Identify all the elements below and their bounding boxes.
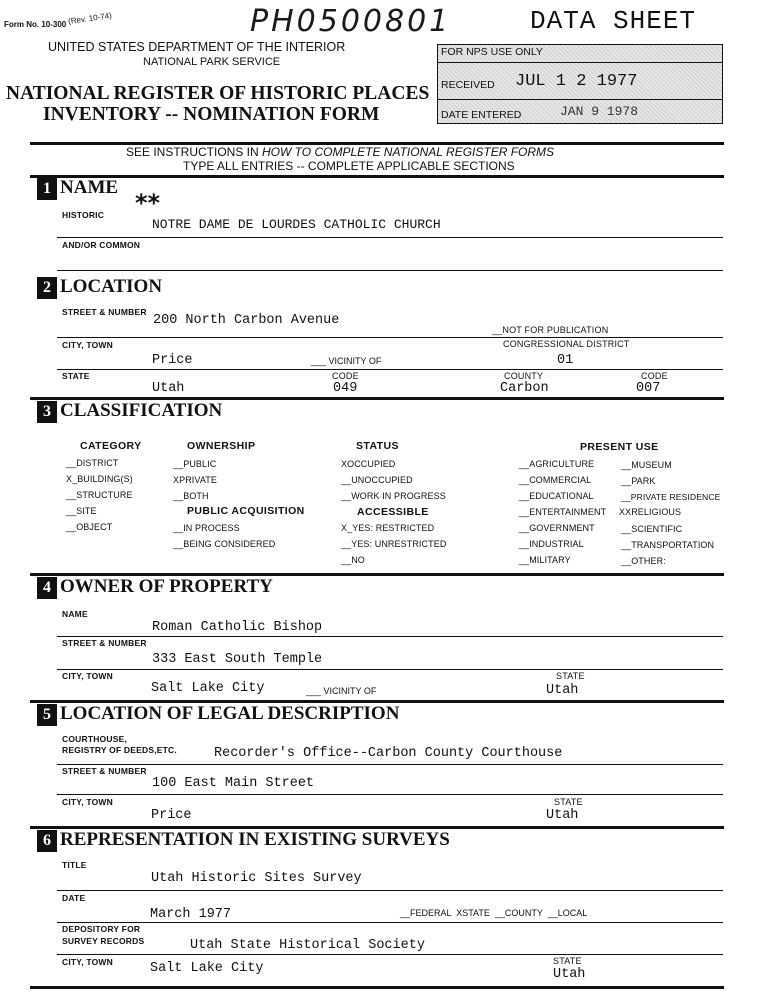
present-use-option: __TRANSPORTATION <box>621 540 715 550</box>
ownership-heading: OWNERSHIP <box>187 440 256 452</box>
city-town-label: CITY, TOWN <box>62 797 113 807</box>
field-rule <box>57 636 723 637</box>
registry-label: REGISTRY OF DEEDS,ETC. <box>62 745 177 755</box>
data-sheet-stamp: DATA SHEET <box>530 6 697 36</box>
status-option: __WORK IN PROGRESS <box>341 491 446 501</box>
department-name: UNITED STATES DEPARTMENT OF THE INTERIOR <box>48 40 346 54</box>
accessible-option: X_YES: RESTRICTED <box>341 523 435 533</box>
present-use-option: __PRIVATE RESIDENCE <box>621 492 721 502</box>
accessible-option: __YES: UNRESTRICTED <box>341 539 447 549</box>
legal-city: Price <box>151 808 192 823</box>
survey-date: March 1977 <box>150 907 232 922</box>
form-revision: (Rev. 10-74) <box>67 10 113 27</box>
accessible-heading: ACCESSIBLE <box>357 506 429 518</box>
section-number: 6 <box>37 830 57 852</box>
historic-name: NOTRE DAME DE LOURDES CATHOLIC CHURCH <box>152 217 441 232</box>
depository-value: Utah State Historical Society <box>190 938 425 953</box>
field-rule <box>57 237 723 238</box>
congressional-district-value: 01 <box>557 353 574 368</box>
acquisition-option: __BEING CONSIDERED <box>173 539 276 549</box>
county-code-value: 007 <box>636 381 661 396</box>
present-use-option: __GOVERNMENT <box>519 523 595 533</box>
city-value: Price <box>152 353 193 368</box>
field-rule <box>57 270 723 271</box>
header-rule <box>30 175 724 178</box>
vicinity-of: ___ VICINITY OF <box>306 686 377 696</box>
category-option: __STRUCTURE <box>66 490 133 500</box>
field-rule <box>57 337 723 338</box>
ownership-option: __BOTH <box>173 491 209 501</box>
section-title: NAME <box>60 177 119 198</box>
code-label: CODE <box>332 371 359 381</box>
category-option: __OBJECT <box>66 522 113 532</box>
date-entered-value: JAN 9 1978 <box>560 104 639 119</box>
section-title: REPRESENTATION IN EXISTING SURVEYS <box>60 829 450 850</box>
date-entered-label: DATE ENTERED <box>441 109 522 121</box>
section-title: LOCATION <box>60 276 163 297</box>
field-rule <box>57 954 723 955</box>
present-use-option: __SCIENTIFIC <box>621 524 683 534</box>
category-option: __SITE <box>66 506 97 516</box>
owner-name-label: NAME <box>62 609 88 619</box>
category-option: X_BUILDING(S) <box>66 474 133 484</box>
county-value: Carbon <box>500 381 549 396</box>
street-number-label: STREET & NUMBER <box>62 307 147 317</box>
field-rule <box>57 890 723 891</box>
nps-box-divider <box>437 99 723 100</box>
nps-box-divider <box>437 62 723 63</box>
present-use-option: __INDUSTRIAL <box>519 539 584 549</box>
nps-use-label: FOR NPS USE ONLY <box>441 46 543 58</box>
state-label: STATE <box>556 671 585 681</box>
present-use-option: XXRELIGIOUS <box>619 507 682 517</box>
form-number: Form No. 10-300 <box>4 20 67 29</box>
instructions-line1 <box>126 145 554 159</box>
common-name-label: AND/OR COMMON <box>62 240 141 250</box>
present-use-option: __COMMERCIAL <box>519 475 592 485</box>
survey-records-label: SURVEY RECORDS <box>62 936 145 946</box>
status-heading: STATUS <box>356 440 399 452</box>
section-title: CLASSIFICATION <box>60 400 223 421</box>
legal-state: Utah <box>546 808 579 823</box>
congressional-district-label: CONGRESSIONAL DISTRICT <box>503 339 630 349</box>
survey-title: Utah Historic Sites Survey <box>151 871 362 886</box>
ownership-option: __PUBLIC <box>173 459 217 469</box>
received-date: JUL 1 2 1977 <box>515 72 638 91</box>
section-number: 2 <box>37 277 57 299</box>
section-number: 5 <box>37 704 57 726</box>
depository-label: DEPOSITORY FOR <box>62 924 141 934</box>
section-number: 3 <box>37 401 57 423</box>
county-code-label: CODE <box>641 371 668 381</box>
present-use-option: __PARK <box>621 476 656 486</box>
field-rule <box>57 369 723 370</box>
field-rule <box>57 669 723 670</box>
public-acquisition-heading: PUBLIC ACQUISITION <box>187 505 305 517</box>
field-rule <box>57 764 723 765</box>
field-rule <box>57 922 723 923</box>
present-use-option: __ENTERTAINMENT <box>519 507 607 517</box>
survey-date-label: DATE <box>62 893 86 903</box>
owner-city: Salt Lake City <box>151 681 265 696</box>
field-rule <box>57 794 723 795</box>
instructions-text: SEE INSTRUCTIONS IN <box>126 145 263 159</box>
not-for-publication: __NOT FOR PUBLICATION <box>492 325 609 335</box>
handwritten-stars: ** <box>135 189 161 217</box>
present-use-option: __MUSEUM <box>621 460 672 470</box>
county-label: COUNTY <box>504 371 544 381</box>
state-label: STATE <box>62 371 90 381</box>
city-town-label: CITY, TOWN <box>62 340 113 350</box>
survey-title-label: TITLE <box>62 860 87 870</box>
service-name: NATIONAL PARK SERVICE <box>143 56 281 68</box>
present-use-option: __AGRICULTURE <box>519 459 595 469</box>
instructions-title: HOW TO COMPLETE NATIONAL REGISTER FORMS <box>262 145 555 159</box>
state-label: STATE <box>554 797 583 807</box>
state-code-value: 049 <box>333 381 358 396</box>
courthouse-label: COURTHOUSE, <box>62 734 128 744</box>
present-use-heading: PRESENT USE <box>580 441 659 453</box>
present-use-option: __OTHER: <box>621 556 666 566</box>
form-title-line1: NATIONAL REGISTER OF HISTORIC PLACES <box>6 83 430 104</box>
acquisition-option: __IN PROCESS <box>173 523 240 533</box>
category-heading: CATEGORY <box>80 440 142 452</box>
owner-street: 333 East South Temple <box>152 652 323 667</box>
street-number-label: STREET & NUMBER <box>62 638 147 648</box>
survey-state: Utah <box>553 967 586 982</box>
survey-city: Salt Lake City <box>150 961 264 976</box>
courthouse-value: Recorder's Office--Carbon County Courthouse <box>214 746 563 761</box>
accessible-option: __NO <box>341 555 365 565</box>
owner-state: Utah <box>546 683 579 698</box>
city-town-label: CITY, TOWN <box>62 957 113 967</box>
historic-label: HISTORIC <box>62 210 105 220</box>
legal-street: 100 East Main Street <box>152 776 315 791</box>
city-town-label: CITY, TOWN <box>62 671 113 681</box>
status-option: XOCCUPIED <box>341 459 396 469</box>
ownership-option: XPRIVATE <box>173 475 217 485</box>
section-number: 4 <box>37 577 57 599</box>
owner-name: Roman Catholic Bishop <box>152 620 323 635</box>
state-label: STATE <box>553 956 582 966</box>
status-option: __UNOCCUPIED <box>341 475 413 485</box>
present-use-option: __MILITARY <box>519 555 571 565</box>
section-rule <box>30 986 724 989</box>
survey-levels: __FEDERAL XSTATE __COUNTY __LOCAL <box>400 908 588 918</box>
section-number: 1 <box>37 178 57 200</box>
street-value: 200 North Carbon Avenue <box>153 313 340 328</box>
section-title: OWNER OF PROPERTY <box>60 576 273 597</box>
present-use-option: __EDUCATIONAL <box>519 491 594 501</box>
handwritten-id: PH0500801 <box>250 4 452 39</box>
form-title-line2: INVENTORY -- NOMINATION FORM <box>43 104 380 125</box>
street-number-label: STREET & NUMBER <box>62 766 147 776</box>
received-label: RECEIVED <box>441 79 495 91</box>
category-option: __DISTRICT <box>66 458 119 468</box>
section-title: LOCATION OF LEGAL DESCRIPTION <box>60 703 400 724</box>
instructions-line2: TYPE ALL ENTRIES -- COMPLETE APPLICABLE SECTIONS <box>183 159 515 173</box>
vicinity-of: ___ VICINITY OF <box>311 356 382 366</box>
state-value: Utah <box>152 381 185 396</box>
